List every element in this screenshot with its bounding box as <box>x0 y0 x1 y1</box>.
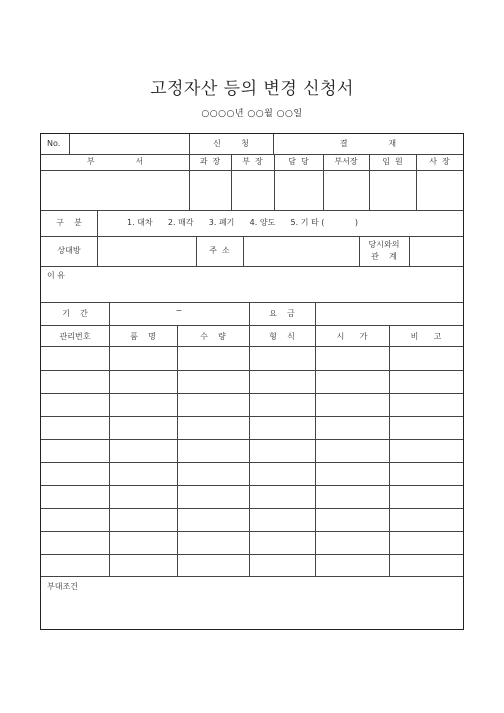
col-line <box>315 325 316 576</box>
document-date: ○○○○년 ○○월 ○○일 <box>201 109 303 119</box>
approval-col-president: 사 장 <box>429 157 450 166</box>
col-remarks: 비 고 <box>410 332 442 341</box>
row-line <box>41 346 463 347</box>
approval-col-department: 부 서 <box>86 157 144 166</box>
no-label: No. <box>47 139 61 148</box>
col-line <box>249 325 250 576</box>
period-tilde: ~ <box>175 306 183 315</box>
row-line <box>41 508 463 509</box>
col-line <box>243 236 244 266</box>
row-line <box>41 393 463 394</box>
period-label: 기 간 <box>62 309 88 318</box>
col-line <box>97 210 98 236</box>
row-line <box>41 554 463 555</box>
approval-col-dept-head: 부서장 <box>334 157 358 166</box>
row-line <box>41 236 463 237</box>
row-line <box>41 462 463 463</box>
application-form <box>40 133 464 630</box>
row-line <box>41 370 463 371</box>
counterparty-label: 상대방 <box>57 246 81 255</box>
gubun-options: 1. 대차 2. 매각 3. 폐기 4. 양도 5. 기 타 ( ) <box>127 218 359 227</box>
col-model: 형 식 <box>269 332 295 341</box>
col-market-price: 시 가 <box>336 332 368 341</box>
relation-label-line1: 당시와의 <box>368 240 400 249</box>
col-line <box>177 325 178 576</box>
relation-label-line2: 관 계 <box>371 252 397 261</box>
row-line <box>41 416 463 417</box>
row-line <box>41 302 463 303</box>
approval-col-executive: 임 원 <box>382 157 403 166</box>
fee-label: 요 금 <box>269 309 295 318</box>
col-line <box>109 325 110 576</box>
reason-label: 이 유 <box>47 271 65 280</box>
col-line <box>69 134 70 154</box>
row-line <box>41 531 463 532</box>
approval-col-section-chief: 과 장 <box>199 157 221 166</box>
address-label: 주 소 <box>209 246 230 255</box>
document-title: 고정자산 등의 변경 신청서 <box>150 79 354 99</box>
approval-col-staff: 담 당 <box>288 157 309 166</box>
row-line <box>41 325 463 326</box>
row-line <box>41 485 463 486</box>
col-item-name: 품 명 <box>130 332 156 341</box>
gubun-label: 구 분 <box>56 218 82 227</box>
row-line <box>41 210 463 211</box>
row-line <box>41 154 463 155</box>
col-line <box>315 302 316 325</box>
row-line <box>41 170 463 171</box>
gyeoljae-label: 결 재 <box>339 139 397 148</box>
approval-col-dept-chief: 부 장 <box>242 157 263 166</box>
conditions-label: 부대조건 <box>47 582 78 591</box>
row-line <box>41 266 463 267</box>
row-line <box>41 576 463 577</box>
col-line <box>409 236 410 266</box>
sinsheong-label: 신 청 <box>213 139 249 148</box>
col-line <box>389 325 390 576</box>
col-line <box>97 236 98 266</box>
col-management-number: 관리번호 <box>59 332 91 341</box>
col-quantity: 수 량 <box>200 332 226 341</box>
row-line <box>41 439 463 440</box>
